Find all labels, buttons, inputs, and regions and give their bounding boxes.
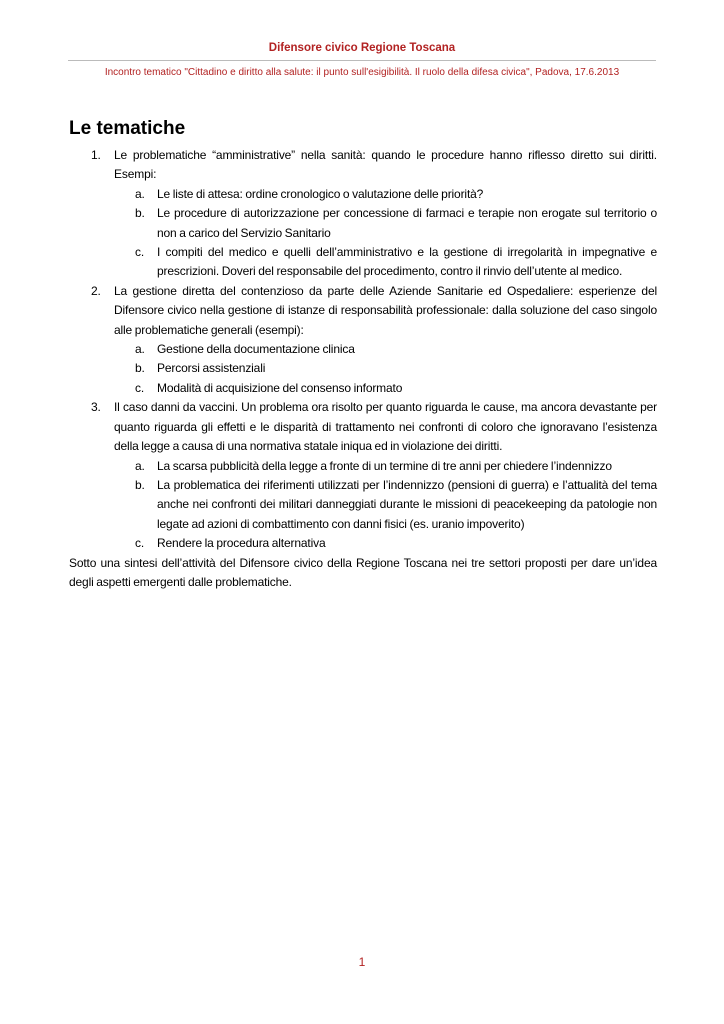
sub-item-1c — [69, 243, 657, 282]
page-number: 1 — [358, 955, 366, 969]
sub-item-3a — [69, 457, 657, 476]
sub-letter: b. — [135, 361, 145, 376]
header-subtitle: Incontro tematico "Cittadino e diritto alla salute: il punto sull'esigibilità. Il ruolo della difesa civica", Padova, 17.6.2013 — [104, 67, 620, 78]
sub-letter: b. — [135, 206, 145, 221]
sub-item-text: Percorsi assistenziali — [157, 361, 266, 376]
list-item-3 — [69, 398, 657, 456]
sub-letter: a. — [135, 186, 145, 201]
closing-paragraph: Sotto una sintesi dell’attività del Difensore civico della Regione Toscana nei tre settori proposti per dare un’idea degli aspetti emergenti dalle problematiche. — [69, 555, 657, 589]
list-number: 1. — [91, 148, 101, 162]
list-item-1 — [69, 146, 657, 185]
header-divider — [68, 60, 656, 61]
sub-item-text: I compiti del medico e quelli dell’amministrativo e la gestione di irregolarità in impegnative e prescrizioni. Doveri del responsabile del procedimento, contro il rinvio dell’utente al medico. — [157, 245, 657, 279]
page-header — [68, 40, 656, 80]
list-item-2 — [69, 282, 657, 340]
sub-item-1a — [69, 185, 657, 204]
list-item-text: La gestione diretta del contenzioso da parte delle Aziende Sanitarie ed Ospedaliere: esperienze del Difensore civico nella gestione di istanze di responsabilità professionale: dalla soluzione del caso singolo alle problematiche generali (esempi): — [114, 283, 657, 337]
sub-letter: c. — [135, 245, 145, 260]
sub-item-3c — [69, 534, 657, 553]
sub-letter: c. — [135, 536, 145, 551]
sub-item-2c — [69, 379, 657, 398]
sub-letter: a. — [135, 342, 145, 357]
list-item-text: Le problematiche “amministrative” nella sanità: quando le procedure hanno riflesso diretto sui diritti. Esempi: — [114, 148, 657, 182]
list-number: 3. — [91, 400, 101, 415]
sub-item-3b — [69, 476, 657, 534]
sub-item-1b — [69, 204, 657, 243]
document-body — [69, 116, 657, 592]
sub-item-text: Modalità di acquisizione del consenso informato — [157, 380, 403, 395]
list-item-text: Il caso danni da vaccini. Un problema ora risolto per quanto riguarda le cause, ma ancora devastante per quanto riguarda gli effetti e le disparità di trattamento nei confronti di coloro che ignoravano l’esistenza della legge a causa di una normativa statale iniqua ed in violazione dei diritti. — [114, 400, 657, 454]
sub-item-text: Le liste di attesa: ordine cronologico o valutazione delle priorità? — [157, 186, 484, 201]
header-title: Difensore civico Regione Toscana — [268, 42, 456, 54]
sub-item-text: Rendere la procedura alternativa — [157, 536, 326, 551]
sub-letter: b. — [135, 477, 145, 492]
sub-letter: a. — [135, 458, 145, 473]
list-number: 2. — [91, 283, 101, 298]
sub-letter: c. — [135, 380, 145, 395]
sub-item-2a — [69, 340, 657, 359]
sub-item-text: Gestione della documentazione clinica — [157, 342, 355, 357]
sub-item-text: Le procedure di autorizzazione per concessione di farmaci e terapie non erogate sul territorio o non a carico del Servizio Sanitario — [157, 206, 657, 240]
sub-item-text: La scarsa pubblicità della legge a fronte di un termine di tre anni per chiedere l’indennizzo — [157, 458, 612, 473]
section-title: Le tematiche — [69, 118, 186, 139]
sub-item-text: La problematica dei riferimenti utilizzati per l’indennizzo (pensioni di guerra) e l’attualità del tema anche nei confronti dei militari danneggiati durante le missioni di peacekeeping da patologie non legate ad azioni di combattimento con danni fisici (es. uranio impoverito) — [157, 477, 657, 531]
sub-item-2b — [69, 359, 657, 378]
